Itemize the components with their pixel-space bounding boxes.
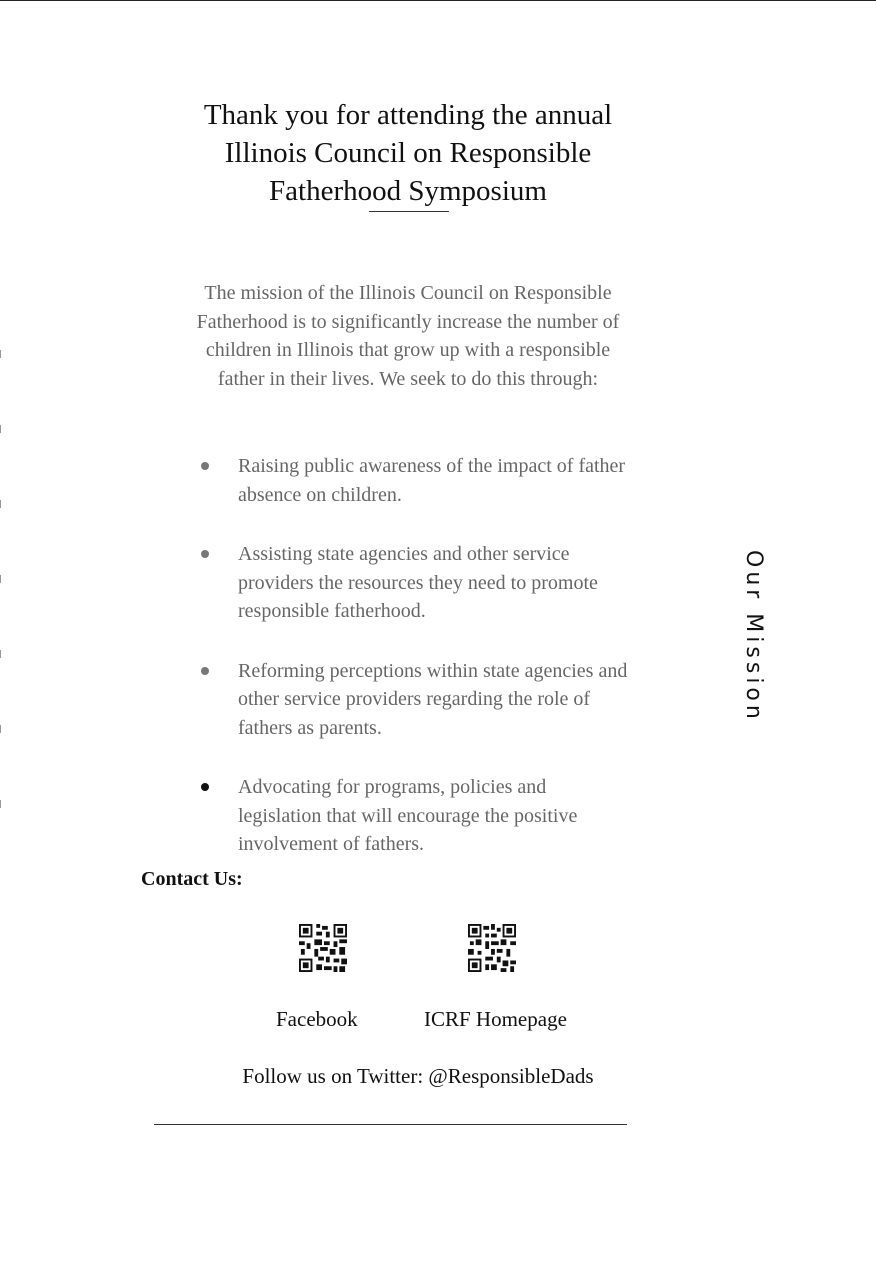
bottom-divider <box>154 1124 627 1125</box>
facebook-qr-code-icon[interactable] <box>299 924 347 972</box>
edge-tick <box>0 500 1 508</box>
bullet-icon <box>201 667 209 675</box>
facebook-link[interactable]: Facebook <box>276 1007 358 1031</box>
edge-tick <box>0 425 1 433</box>
homepage-link[interactable]: ICRF Homepage <box>424 1007 567 1031</box>
bullet-text: Advocating for programs, policies and legislation that will encourage the positive involvement of fathers. <box>238 776 578 855</box>
edge-tick <box>0 800 1 808</box>
mission-bullet-list <box>198 452 628 890</box>
mission-statement: The mission of the Illinois Council on Responsible Fatherhood is to significantly increase the number of children in Illinois that grow up with a responsible father in their lives. We seek to do this through: <box>196 282 620 390</box>
edge-tick <box>0 650 1 658</box>
edge-tick <box>0 350 1 358</box>
bullet-text: Reforming perceptions within state agencies and other service providers regarding the role of fathers as parents. <box>238 659 628 739</box>
edge-tick <box>0 725 1 733</box>
bullet-text: Assisting state agencies and other service providers the resources they need to promote responsible fatherhood. <box>238 543 598 622</box>
bullet-icon <box>201 783 209 791</box>
title-line-2: Illinois Council on Responsible <box>224 137 592 169</box>
page-title <box>160 96 656 210</box>
list-item <box>198 657 628 743</box>
bullet-icon <box>201 550 209 558</box>
side-label-our-mission: Our Mission <box>741 550 766 723</box>
title-line-1: Thank you for attending the annual <box>203 99 613 131</box>
top-border-rule <box>0 0 876 1</box>
edge-tick <box>0 575 1 583</box>
list-item <box>198 452 628 509</box>
contact-heading: Contact Us: <box>141 868 243 890</box>
title-line-3: Fatherhood Symposium <box>269 175 547 207</box>
title-underline <box>369 211 449 212</box>
list-item <box>198 773 628 859</box>
bullet-icon <box>201 462 209 470</box>
list-item <box>198 540 628 626</box>
twitter-follow-text: Follow us on Twitter: @ResponsibleDads <box>242 1064 594 1088</box>
homepage-qr-code-icon[interactable] <box>468 924 516 972</box>
bullet-text: Raising public awareness of the impact of father absence on children. <box>238 455 626 506</box>
